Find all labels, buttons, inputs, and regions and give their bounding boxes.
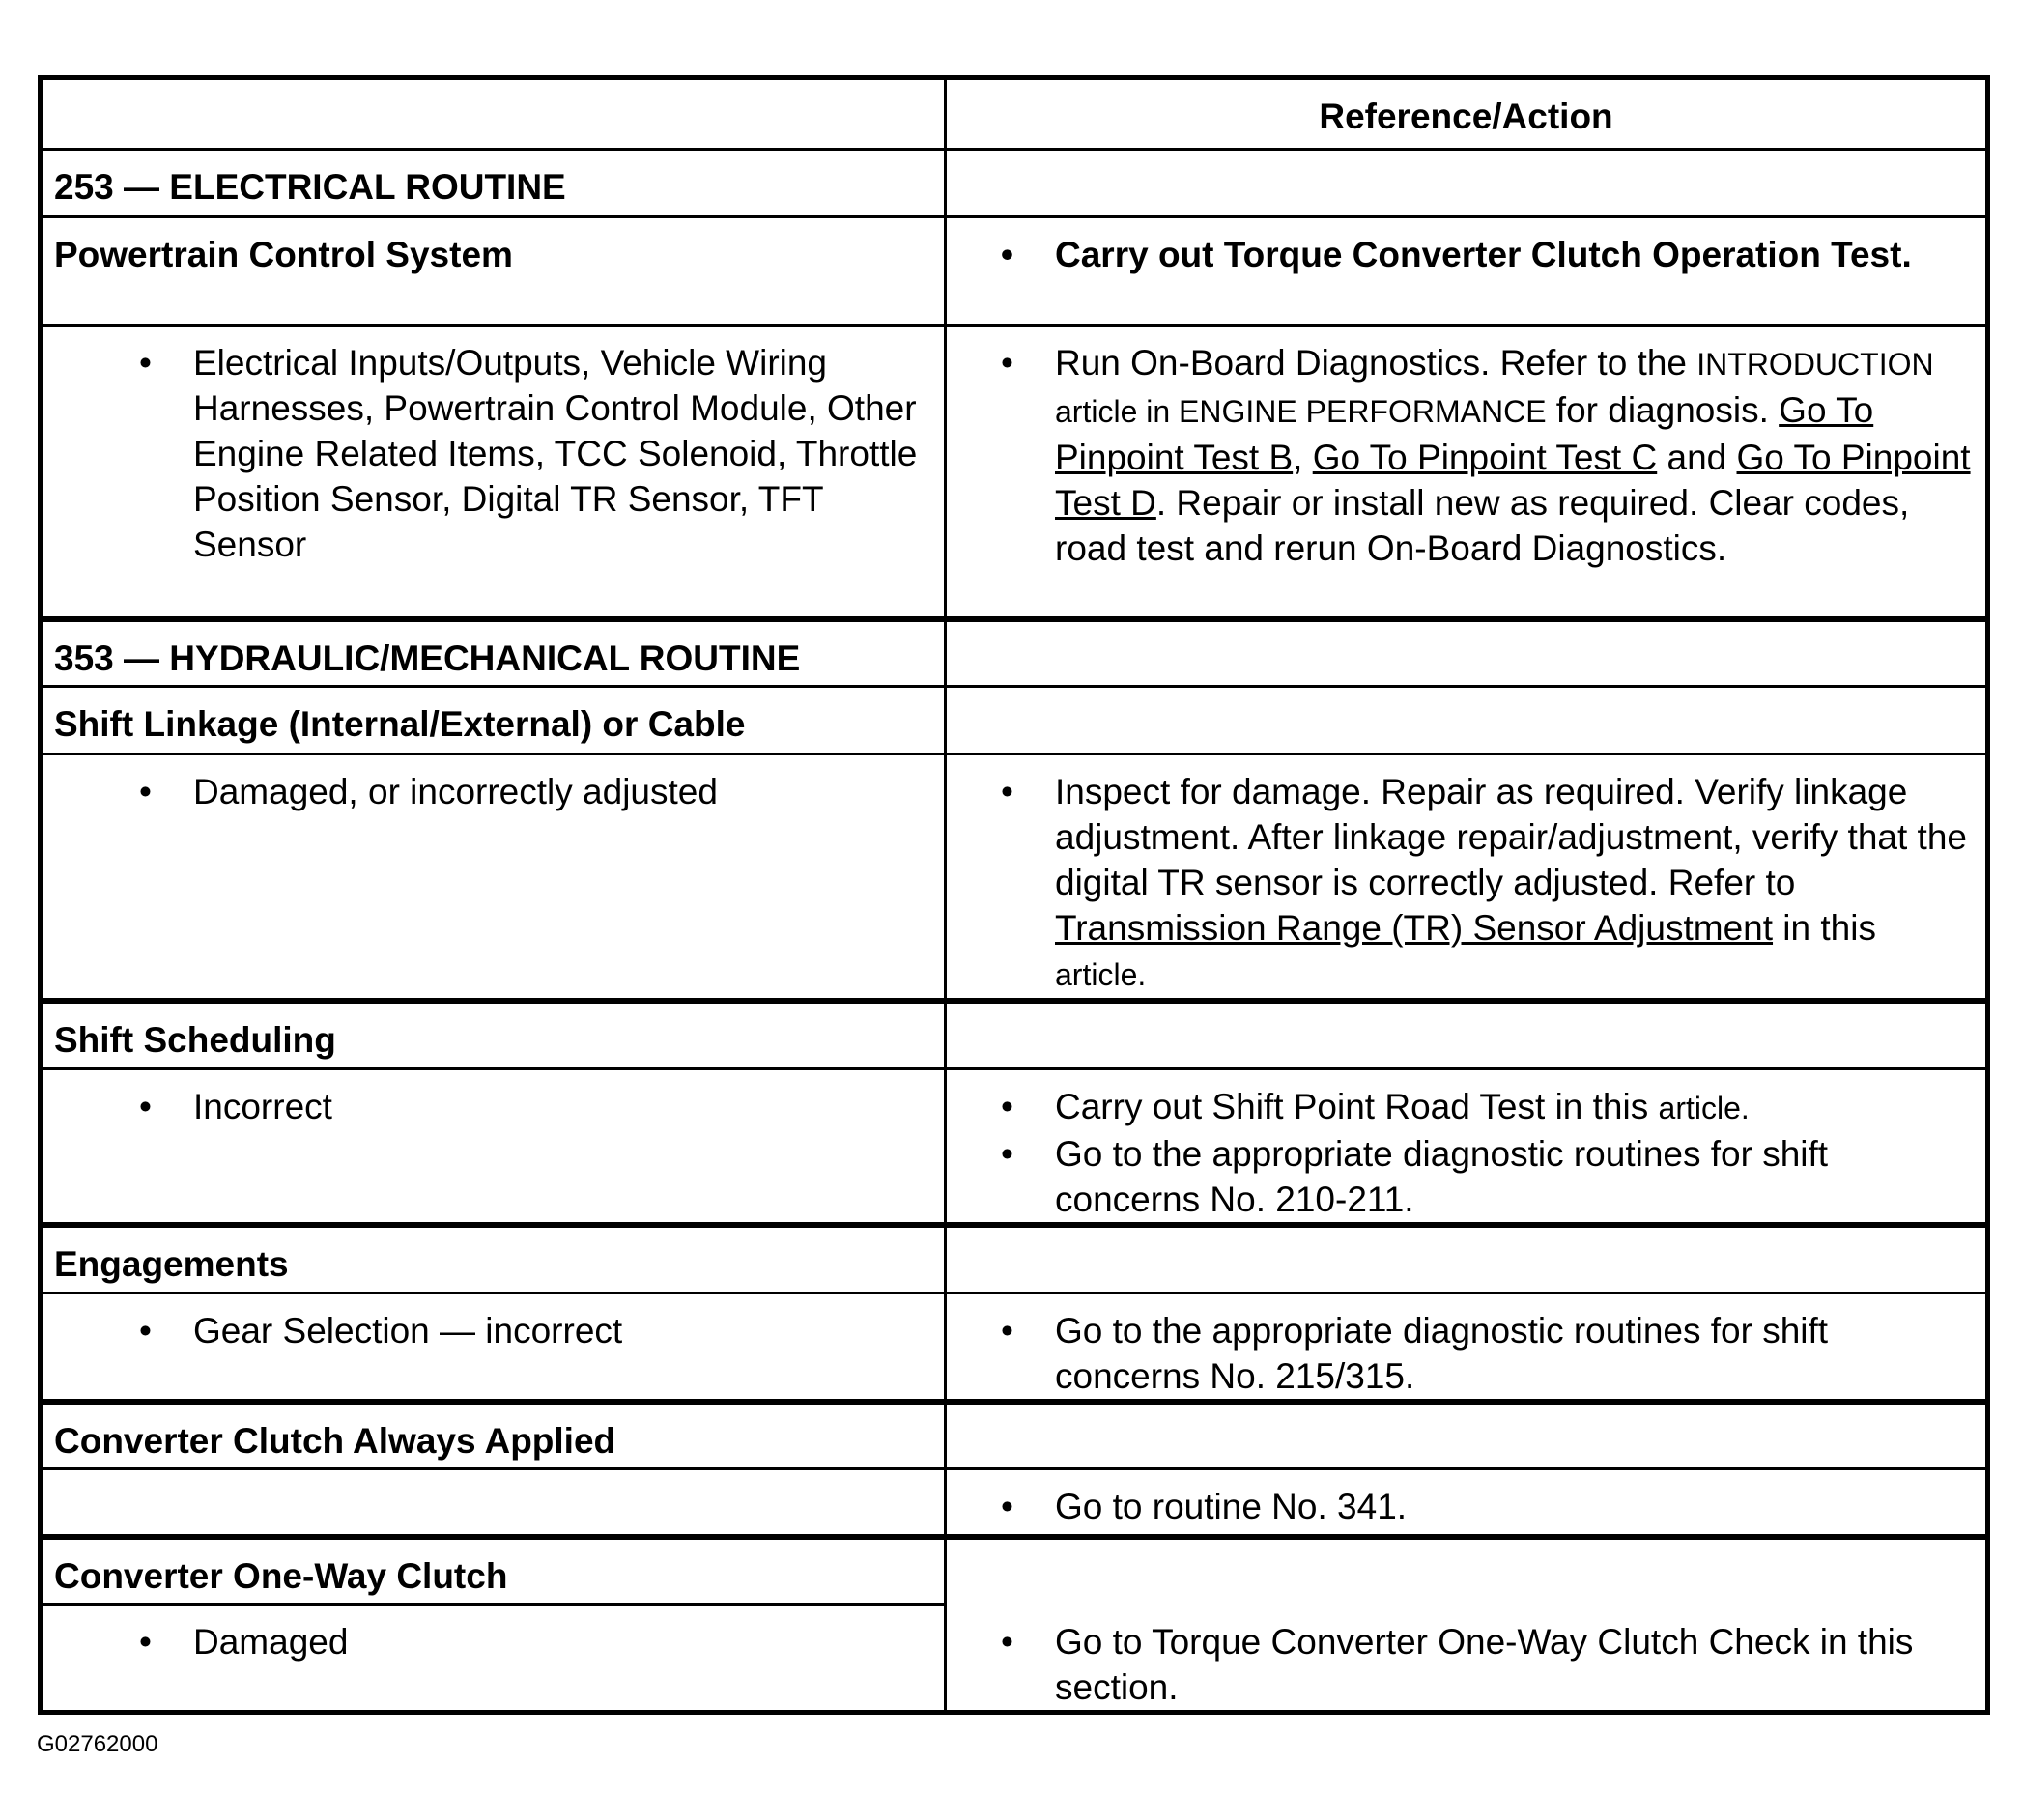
linkage-cause-list [54, 769, 932, 814]
pinpoint-test-c-link[interactable]: Go To Pinpoint Test C [1312, 438, 1658, 477]
powertrain-cause-cell [41, 326, 946, 619]
engagements-title: Engagements [41, 1225, 946, 1293]
always-applied-ref-cell [946, 1469, 1988, 1537]
scheduling-cause-cell [41, 1068, 946, 1225]
linkage-ref-cell [946, 754, 1988, 1002]
powertrain-ref-cell [946, 326, 1988, 619]
powertrain-cause-list [54, 340, 932, 567]
engagements-ref-list [958, 1308, 1974, 1399]
powertrain-title: Powertrain Control System [41, 217, 946, 326]
always-applied-ref-list [958, 1484, 1974, 1529]
linkage-title: Shift Linkage (Internal/External) or Cable [41, 687, 946, 754]
scheduling-ref-list [958, 1084, 1974, 1222]
linkage-ref [1055, 769, 1974, 998]
ref-text: . Repair or install new as required. Clear codes, road test and rerun On-Board Diagnostics. [1055, 483, 1910, 568]
scheduling-title: Shift Scheduling [41, 1001, 946, 1068]
one-way-ref: • Go to Torque Converter One-Way Clutch Check in this section. [1055, 1619, 1974, 1710]
empty-cell [946, 1001, 1988, 1068]
one-way-row [41, 1537, 1988, 1605]
scheduling-cause: • Incorrect [193, 1084, 932, 1129]
ref-text: Run On-Board Diagnostics. Refer to the [1055, 343, 1697, 383]
ref-text-small: INTRODUCTION article in ENGINE PERFORMANCE [1055, 347, 1934, 429]
header-cell-reference-action: Reference/Action [946, 78, 1988, 150]
one-way-cause-cell [41, 1605, 946, 1713]
header-cell-condition [41, 78, 946, 150]
empty-cell [946, 150, 1988, 217]
engagements-cause-row [41, 1293, 1988, 1402]
powertrain-action: • Carry out Torque Converter Clutch Operation Test. [1055, 232, 1974, 277]
diagnostic-table [38, 75, 1990, 1715]
engagements-cause-cell [41, 1293, 946, 1402]
ref-text: in this [1773, 908, 1876, 948]
powertrain-cause: • Electrical Inputs/Outputs, Vehicle Wiring Harnesses, Powertrain Control Module, Other Engine Related Items, TCC Solenoid, Throttle Position Sensor, Digital TR Sensor, TFT Sensor [193, 340, 932, 567]
ref-text-small: article. [1055, 957, 1147, 992]
scheduling-ref-cell [946, 1068, 1988, 1225]
engagements-ref: • Go to the appropriate diagnostic routines for shift concerns No. 215/315. [1055, 1308, 1974, 1399]
section-253-row [41, 150, 1988, 217]
ref-text: , [1293, 438, 1313, 477]
one-way-ref-list [958, 1619, 1974, 1710]
linkage-cause-row [41, 754, 1988, 1002]
always-applied-ref: • Go to routine No. 341. [1055, 1484, 1974, 1529]
always-applied-row [41, 1402, 1988, 1469]
one-way-title: Converter One-Way Clutch [41, 1537, 946, 1605]
linkage-ref-list [958, 769, 1974, 998]
powertrain-ref-list [958, 340, 1974, 571]
ref-text: for diagnosis. [1546, 390, 1780, 430]
engagements-row [41, 1225, 1988, 1293]
empty-cell [41, 1469, 946, 1537]
scheduling-cause-list [54, 1084, 932, 1129]
tr-sensor-adjustment-link[interactable]: Transmission Range (TR) Sensor Adjustment [1055, 908, 1774, 948]
linkage-cause: • Damaged, or incorrectly adjusted [193, 769, 932, 814]
powertrain-action-cell [946, 217, 1988, 326]
scheduling-ref-1 [1055, 1084, 1974, 1131]
powertrain-row [41, 217, 1988, 326]
pinpoint-test-d-link[interactable]: Go To Pinpoint Test D [1055, 438, 1971, 523]
one-way-cause-list [54, 1619, 932, 1664]
header-row [41, 78, 1988, 150]
engagements-ref-cell [946, 1293, 1988, 1402]
pinpoint-test-b-link[interactable]: Go To Pinpoint Test B [1055, 390, 1874, 477]
section-353-row [41, 619, 1988, 687]
empty-cell [946, 1402, 1988, 1469]
always-applied-ref-row [41, 1469, 1988, 1537]
engagements-cause-list [54, 1308, 932, 1353]
empty-cell [946, 619, 1988, 687]
ref-text: and [1657, 438, 1737, 477]
ref-text: Carry out Shift Point Road Test in this [1055, 1086, 1659, 1126]
empty-cell [946, 1225, 1988, 1293]
empty-cell [946, 687, 1988, 754]
powertrain-action-list [958, 232, 1974, 277]
linkage-row [41, 687, 1988, 754]
ref-text-small: article. [1658, 1090, 1750, 1125]
one-way-ref-cell [946, 1537, 1988, 1713]
scheduling-row [41, 1001, 1988, 1068]
powertrain-ref [1055, 340, 1974, 571]
ref-text: Inspect for damage. Repair as required. Verify linkage adjustment. After linkage repair/adjustment, verify that the digital TR sensor is correctly adjusted. Refer to [1055, 772, 1967, 902]
linkage-cause-cell [41, 754, 946, 1002]
section-253-title: 253 — ELECTRICAL ROUTINE [41, 150, 946, 217]
always-applied-title: Converter Clutch Always Applied [41, 1402, 946, 1469]
engagements-cause: • Gear Selection — incorrect [193, 1308, 932, 1353]
powertrain-cause-row [41, 326, 1988, 619]
scheduling-ref-2: • Go to the appropriate diagnostic routines for shift concerns No. 210-211. [1055, 1131, 1974, 1222]
section-353-title: 353 — HYDRAULIC/MECHANICAL ROUTINE [41, 619, 946, 687]
figure-id: G02762000 [37, 1731, 158, 1757]
scheduling-cause-row [41, 1068, 1988, 1225]
one-way-cause: • Damaged [193, 1619, 932, 1664]
